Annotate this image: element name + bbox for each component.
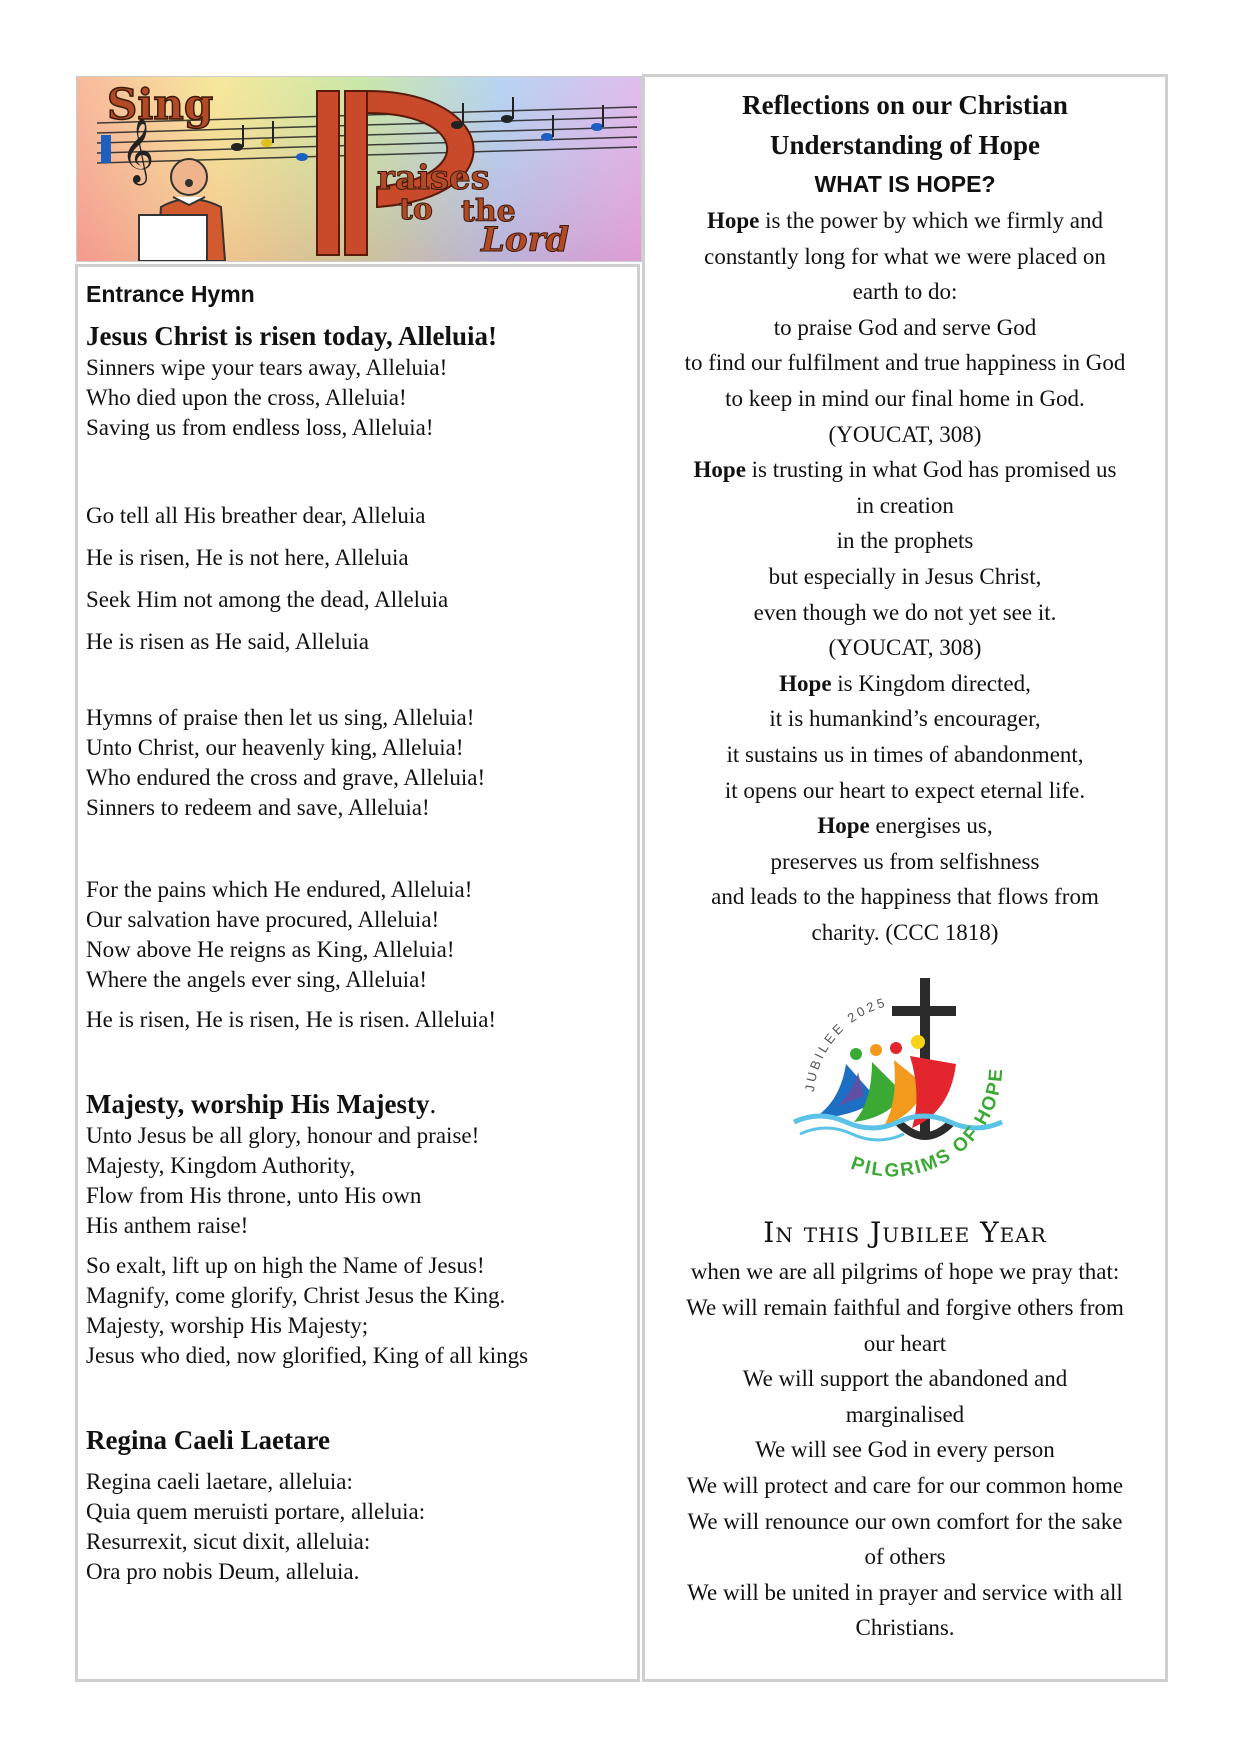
prayer-line: of others [864,1544,946,1570]
hymn-line: Resurrexit, sicut dixit, alleluia: [86,1529,371,1554]
paragraph-line: in the prophets [836,528,974,554]
hymn-line: Regina caeli laetare, alleluia: [86,1469,353,1494]
hymns-column [75,264,640,1682]
paragraph-line: but especially in Jesus Christ, [768,563,1042,589]
citation: (YOUCAT, 308) [828,421,982,447]
hymn-line: Flow from His throne, unto His own [86,1183,422,1208]
logo-arc-bottom-text: PILGRIMS OF HOPE [848,1066,1008,1182]
paragraph-line: Hope energises us, [817,813,993,839]
paragraph-line: it is humankind’s encourager, [769,706,1041,732]
prayer-line: marginalised [845,1401,965,1427]
hymn-line: Unto Christ, our heavenly king, Alleluia! [86,735,464,760]
hymn-line: Sinners to redeem and save, Alleluia! [86,795,430,820]
hymn-verse [86,1121,637,1241]
hymn-line: Majesty, worship His Majesty; [86,1313,369,1338]
hope-paragraph [645,666,1165,808]
jubilee-year-heading: In this Jubilee Year [763,1216,1047,1250]
hymn-closing-line: He is risen, He is risen, He is risen. Alleluia! [86,1007,497,1032]
hope-paragraph [645,808,1165,950]
paragraph-line: to keep in mind our final home in God. [725,385,1085,411]
hymn-line: Majesty, Kingdom Authority, [86,1153,356,1178]
sing-praises-illustration [77,77,641,261]
svg-text:𝄞: 𝄞 [121,118,155,183]
hymn-line: Unto Jesus be all glory, honour and praise! [86,1123,480,1148]
hymn-line: Jesus who died, now glorified, King of all kings [86,1343,529,1368]
hymn-line: Who endured the cross and grave, Alleluia! [86,765,486,790]
paragraph-line: earth to do: [852,279,958,305]
hymn-line: For the pains which He endured, Alleluia! [86,877,473,902]
prayer-line: We will protect and care for our common home [686,1473,1124,1499]
svg-text:the: the [461,194,516,229]
hymn-verse [86,703,637,823]
hymn-line: Ora pro nobis Deum, alleluia. [86,1559,360,1584]
paragraph-line: in creation [856,492,954,518]
hymn-title: Regina Caeli Laetare [86,1425,330,1455]
svg-text:Sing: Sing [107,80,214,129]
prayer-line: We will see God in every person [755,1437,1055,1463]
paragraph-line: constantly long for what we were placed on [704,243,1106,269]
hymn-title: Majesty, worship His Majesty. [86,1089,437,1119]
paragraph-line: and leads to the happiness that flows from [711,884,1099,910]
what-is-hope-heading: WHAT IS HOPE? [814,171,996,197]
hymn-line: Where the angels ever sing, Alleluia! [86,967,428,992]
paragraph-line: it opens our heart to expect eternal life. [724,777,1086,803]
paragraph-line: even though we do not yet see it. [753,599,1057,625]
hymn-line: He is risen as He said, Alleluia [86,629,369,654]
section-label: Entrance Hymn [86,281,255,307]
hymn-line: His anthem raise! [86,1213,249,1238]
hymn-verse [86,495,637,663]
paragraph-line: to praise God and serve God [773,314,1037,340]
prayer-line: We will remain faithful and forgive others from [686,1295,1124,1321]
svg-text:to: to [399,192,433,227]
reflections-title: Understanding of Hope [769,130,1041,160]
paragraph-line: Hope is Kingdom directed, [779,670,1031,696]
paragraph-line: it sustains us in times of abandonment, [726,741,1084,767]
hymn-line: Sinners wipe your tears away, Alleluia! [86,355,448,380]
hope-paragraph [645,203,1165,452]
prayer-line: We will renounce our own comfort for the sake [687,1508,1123,1534]
hope-paragraph [645,452,1165,666]
prayer-line: our heart [863,1330,947,1356]
citation: (YOUCAT, 308) [828,635,982,661]
prayer-line: We will be united in prayer and service with all [687,1579,1123,1605]
hymn-verse [86,1251,637,1371]
jubilee-prayer [645,1254,1165,1646]
logo-arc-top-text: JUBILEE 2025 [801,994,889,1093]
paragraph-line: Hope is the power by which we firmly and [706,208,1104,233]
hymn-line: Quia quem meruisti portare, alleluia: [86,1499,426,1524]
prayer-line: Christians. [855,1615,955,1641]
paragraph-line: Hope is trusting in what God has promised us [693,457,1117,483]
hymn-line: Who died upon the cross, Alleluia! [86,385,407,410]
hymn-title: Jesus Christ is risen today, Alleluia! [86,321,498,351]
hymn-line: Magnify, come glorify, Christ Jesus the King. [86,1283,506,1308]
jubilee-2025-logo [780,972,1030,1198]
hymn-line: Our salvation have procured, Alleluia! [86,907,440,932]
hymn-line: Seek Him not among the dead, Alleluia [86,587,449,612]
hymn-line: He is risen, He is not here, Alleluia [86,545,409,570]
sing-praises-banner [76,76,642,262]
hymn-line: Hymns of praise then let us sing, Alleluia! [86,705,475,730]
prayer-line: We will support the abandoned and [742,1366,1068,1392]
reflections-column [642,74,1168,1682]
citation: charity. (CCC 1818) [811,919,999,945]
hymn-verse [86,353,637,443]
hymn-line: Saving us from endless loss, Alleluia! [86,415,434,440]
paragraph-line: to find our fulfilment and true happiness in God [684,350,1126,376]
paragraph-line: preserves us from selfishness [770,848,1040,874]
hymn-line: Go tell all His breather dear, Alleluia [86,503,426,528]
svg-text:Lord: Lord [481,220,570,260]
hymn-line: So exalt, lift up on high the Name of Jesus! [86,1253,485,1278]
reflections-title: Reflections on our Christian [742,90,1068,120]
prayer-line: when we are all pilgrims of hope we pray that: [690,1259,1120,1285]
hymn-verse [86,875,637,995]
hymn-line: Now above He reigns as King, Alleluia! [86,937,455,962]
hymn-verse [86,1467,637,1587]
svg-text:raises: raises [377,158,490,198]
